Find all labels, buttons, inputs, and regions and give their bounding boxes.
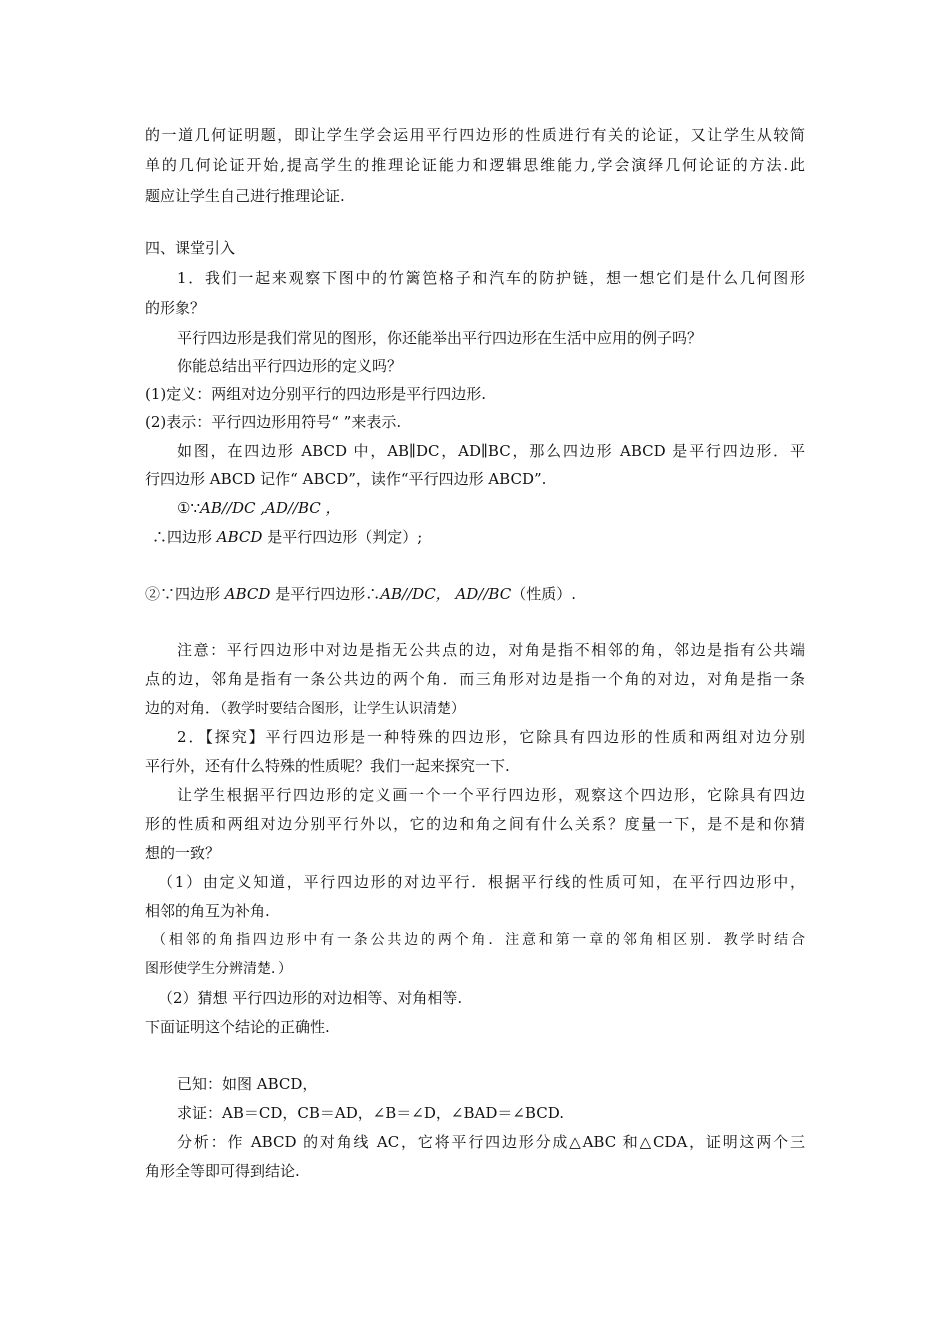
explore-line-3: 想的一致？ <box>145 844 221 862</box>
point1-line-2: 相邻的角互为补角. <box>145 902 270 920</box>
intro-line-1: 的一道几何证明题，即让学生学会运用平行四边形的性质进行有关的论证，又让学生从较简 <box>145 126 805 144</box>
judgement-prefix: ①∵ <box>177 499 200 517</box>
item2-line-2: 平行外，还有什么特殊的性质呢？我们一起来探究一下. <box>145 757 510 775</box>
analysis-line-1: 分析：作 ABCD 的对角线 AC，它将平行四边形分成△ABC 和△CDA，证明这两个三 <box>177 1133 805 1151</box>
property-a: ②∵四边形 <box>145 585 225 603</box>
point1-note-line-1: （相邻的角指四边形中有一条公共边的两个角．注意和第一章的邻角相区别．教学时结合 <box>152 932 805 948</box>
example-line-1: 如图，在四边形 ABCD 中，AB∥DC，AD∥BC，那么四边形 ABCD 是平行四边形．平 <box>177 442 805 460</box>
note-line-1: 注意：平行四边形中对边是指无公共点的边，对角是指不相邻的角，邻边是指有公共端 <box>177 641 805 659</box>
intro-line-3: 题应让学生自己进行推理论证. <box>145 187 345 205</box>
proof-intro: 下面证明这个结论的正确性. <box>145 1018 330 1036</box>
judgement-conclusion-b: ABCD <box>216 528 263 546</box>
item2-line-1: 2．【探究】平行四边形是一种特殊的四边形，它除具有四边形的性质和两组对边分别 <box>177 728 805 746</box>
note-line-3 <box>145 698 465 719</box>
judgement-conclusion-c: 是平行四边形（判定）; <box>262 528 423 546</box>
example-line-2: 行四边形 ABCD 记作“ ABCD”，读作“平行四边形 ABCD”. <box>145 470 547 488</box>
explore-line-2: 形的性质和两组对边分别平行外以，它的边和角之间有什么关系？度量一下，是不是和你猜 <box>145 815 805 833</box>
teaching-remark: （教学时要结合图形，让学生认识清楚） <box>220 701 466 717</box>
property-c: 是平行四边形∴ <box>270 585 381 603</box>
point1-line-1: （1）由定义知道，平行四边形的对边平行．根据平行线的性质可知，在平行四边形中， <box>158 873 805 891</box>
property-statement <box>145 584 576 604</box>
section-heading: 四、课堂引入 <box>145 239 236 257</box>
item1-line-2: 的形象？ <box>145 299 206 317</box>
definition: (1)定义：两组对边分别平行的四边形是平行四边形. <box>145 385 487 403</box>
explore-line-1: 让学生根据平行四边形的定义画一个一个平行四边形，观察这个四边形，它除具有四边 <box>177 786 805 804</box>
note-line-2: 点的边，邻角是指有一条公共边的两个角．而三角形对边是指一个角的对边，对角是指一条 <box>145 670 805 688</box>
conjecture: （2）猜想 平行四边形的对边相等、对角相等. <box>158 989 463 1007</box>
intro-line-2: 单的几何论证开始,提高学生的推理论证能力和逻辑思维能力,学会演绎几何论证的方法.此 <box>145 156 805 174</box>
analysis-line-2: 角形全等即可得到结论. <box>145 1162 300 1180</box>
property-d: AB//DC， AD//BC <box>380 585 512 603</box>
note-line-3a: 边的对角． <box>145 699 221 717</box>
to-prove: 求证：AB＝CD，CB＝AD，∠B＝∠D，∠BAD＝∠BCD. <box>177 1104 564 1122</box>
notation: (2)表示：平行四边形用符号“ ”来表示. <box>145 413 402 431</box>
judgement-conclusion-a: ∴四边形 <box>152 528 217 546</box>
question-2: 你能总结出平行四边形的定义吗？ <box>177 357 403 375</box>
judgement-conclusion <box>152 527 422 547</box>
point1-note-line-2: 图形使学生分辨清楚．） <box>145 961 292 977</box>
given: 已知：如图 ABCD， <box>177 1075 318 1093</box>
judgement-condition-text: AB//DC ,AD//BC ， <box>200 499 341 517</box>
question-1: 平行四边形是我们常见的图形，你还能举出平行四边形在生活中应用的例子吗？ <box>177 329 703 347</box>
judgement-condition <box>177 498 341 518</box>
property-e: （性质）. <box>511 585 576 603</box>
item1-line-1: 1．我们一起来观察下图中的竹篱笆格子和汽车的防护链，想一想它们是什么几何图形 <box>177 269 805 287</box>
property-b: ABCD <box>224 585 271 603</box>
